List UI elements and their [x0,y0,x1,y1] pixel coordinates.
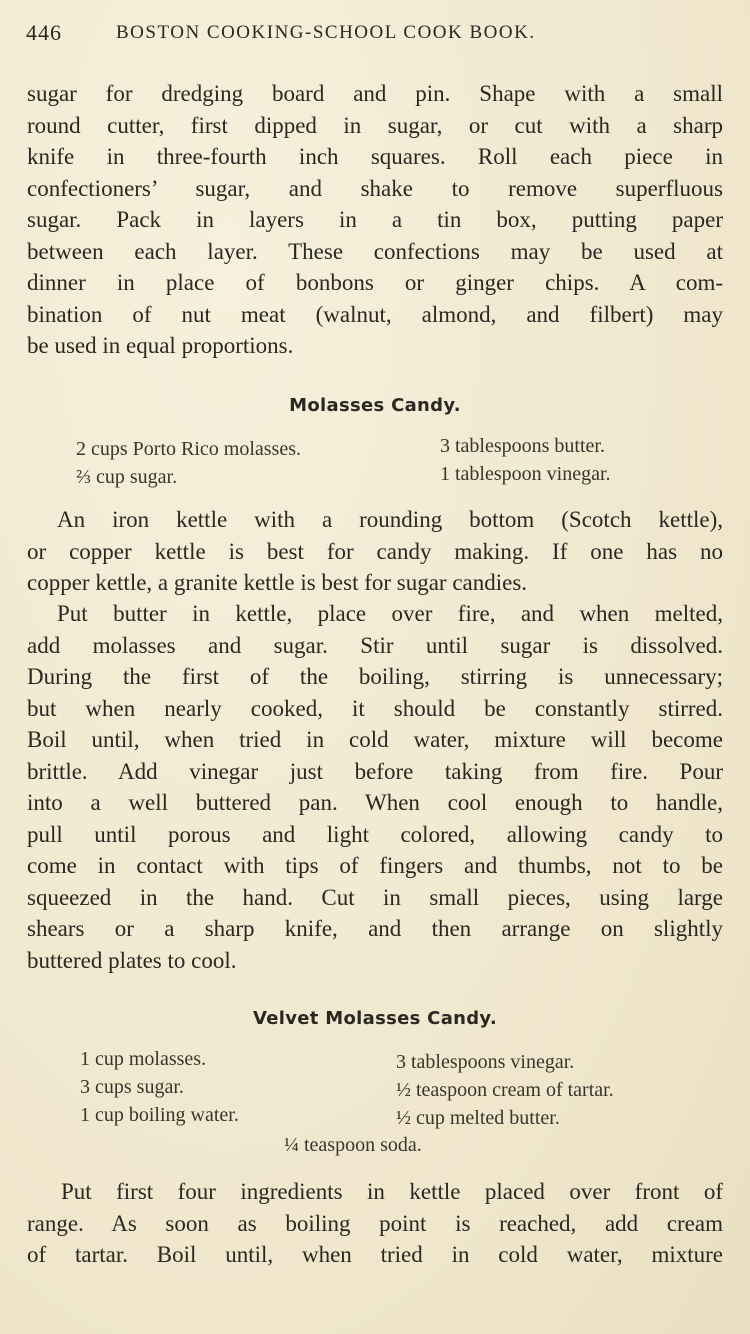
text-line: buttered plates to cool. [27,947,237,973]
recipe-title-molasses-candy: Molasses Candy. [289,395,461,416]
running-title: BOSTON COOKING-SCHOOL COOK BOOK. [116,22,536,43]
text-line: copper kettle, a granite kettle is best for sugar candies. [27,570,528,595]
text-line: come in contact with tips of fingers and thumbs, not to be [27,853,723,878]
page-header [26,20,726,56]
page-number: 446 [26,20,62,45]
text-line: or copper kettle is best for candy making. If one has no [27,538,723,564]
ingredient-item: ½ cup melted butter. [396,1107,560,1129]
ingredient-item: 1 cup boiling water. [80,1104,239,1126]
ingredient-item: ⅔ cup sugar. [76,466,178,488]
text-line: round cutter, first dipped in sugar, or cut with a sharp [27,112,723,138]
text-line: Put butter in kettle, place over fire, and when melted, [57,601,723,626]
velvet-ingredient-centered: ¼ teaspoon soda. [284,1134,422,1156]
text-line: of tartar. Boil until, when tried in cold water, mixture [27,1242,723,1267]
ingredient-item: 1 tablespoon vinegar. [440,463,611,485]
text-line: add molasses and sugar. Stir until sugar is dissolved. [27,632,723,658]
velvet-ingredients-left-column [80,1045,239,1129]
intro-paragraph [27,78,723,362]
text-line: knife in three-fourth inch squares. Roll each piece in [27,144,723,169]
velvet-ingredients-right-column [396,1048,614,1132]
text-line: be used in equal proportions. [27,333,294,358]
text-line: Boil until, when tried in cold water, mixture will become [27,727,723,752]
text-line: sugar. Pack in layers in a tin box, putting paper [27,207,723,232]
molasses-paragraph-1 [27,504,723,599]
molasses-paragraph-2 [27,598,723,976]
ingredient-item: 2 cups Porto Rico molasses. [76,438,301,460]
recipe-title-velvet-molasses-candy: Velvet Molasses Candy. [253,1008,497,1029]
ingredients-right-column [440,432,611,488]
text-line: An iron kettle with a rounding bottom (Scotch kettle), [57,507,723,532]
text-line: dinner in place of bonbons or ginger chips. A com- [27,270,723,295]
text-line: brittle. Add vinegar just before taking from fire. Pour [27,758,723,784]
text-line: into a well buttered pan. When cool enough to handle, [27,790,723,815]
text-line: range. As soon as boiling point is reached, add cream [27,1210,723,1236]
ingredient-item: ½ teaspoon cream of tartar. [396,1079,614,1101]
ingredient-item: 3 tablespoons vinegar. [396,1051,575,1073]
text-line: squeezed in the hand. Cut in small pieces, using large [27,884,723,910]
ingredient-item: 3 tablespoons butter. [440,435,605,457]
text-line: but when nearly cooked, it should be constantly stirred. [27,695,723,721]
text-line: confectioners’ sugar, and shake to remove superfluous [27,175,723,201]
text-line: shears or a sharp knife, and then arrange on slightly [27,916,723,941]
text-line: between each layer. These confections may be used at [27,238,723,264]
text-line: Put first four ingredients in kettle placed over front of [61,1179,723,1204]
text-line: pull until porous and light colored, allowing candy to [27,821,723,847]
text-line: During the first of the boiling, stirring is unnecessary; [27,664,723,689]
text-line: sugar for dredging board and pin. Shape with a small [27,81,723,106]
ingredient-item: 1 cup molasses. [80,1048,207,1070]
text-line: bination of nut meat (walnut, almond, and filbert) may [27,301,723,327]
velvet-paragraph [27,1176,723,1271]
ingredient-item: 3 cups sugar. [80,1076,184,1098]
ingredients-left-column [76,435,301,491]
